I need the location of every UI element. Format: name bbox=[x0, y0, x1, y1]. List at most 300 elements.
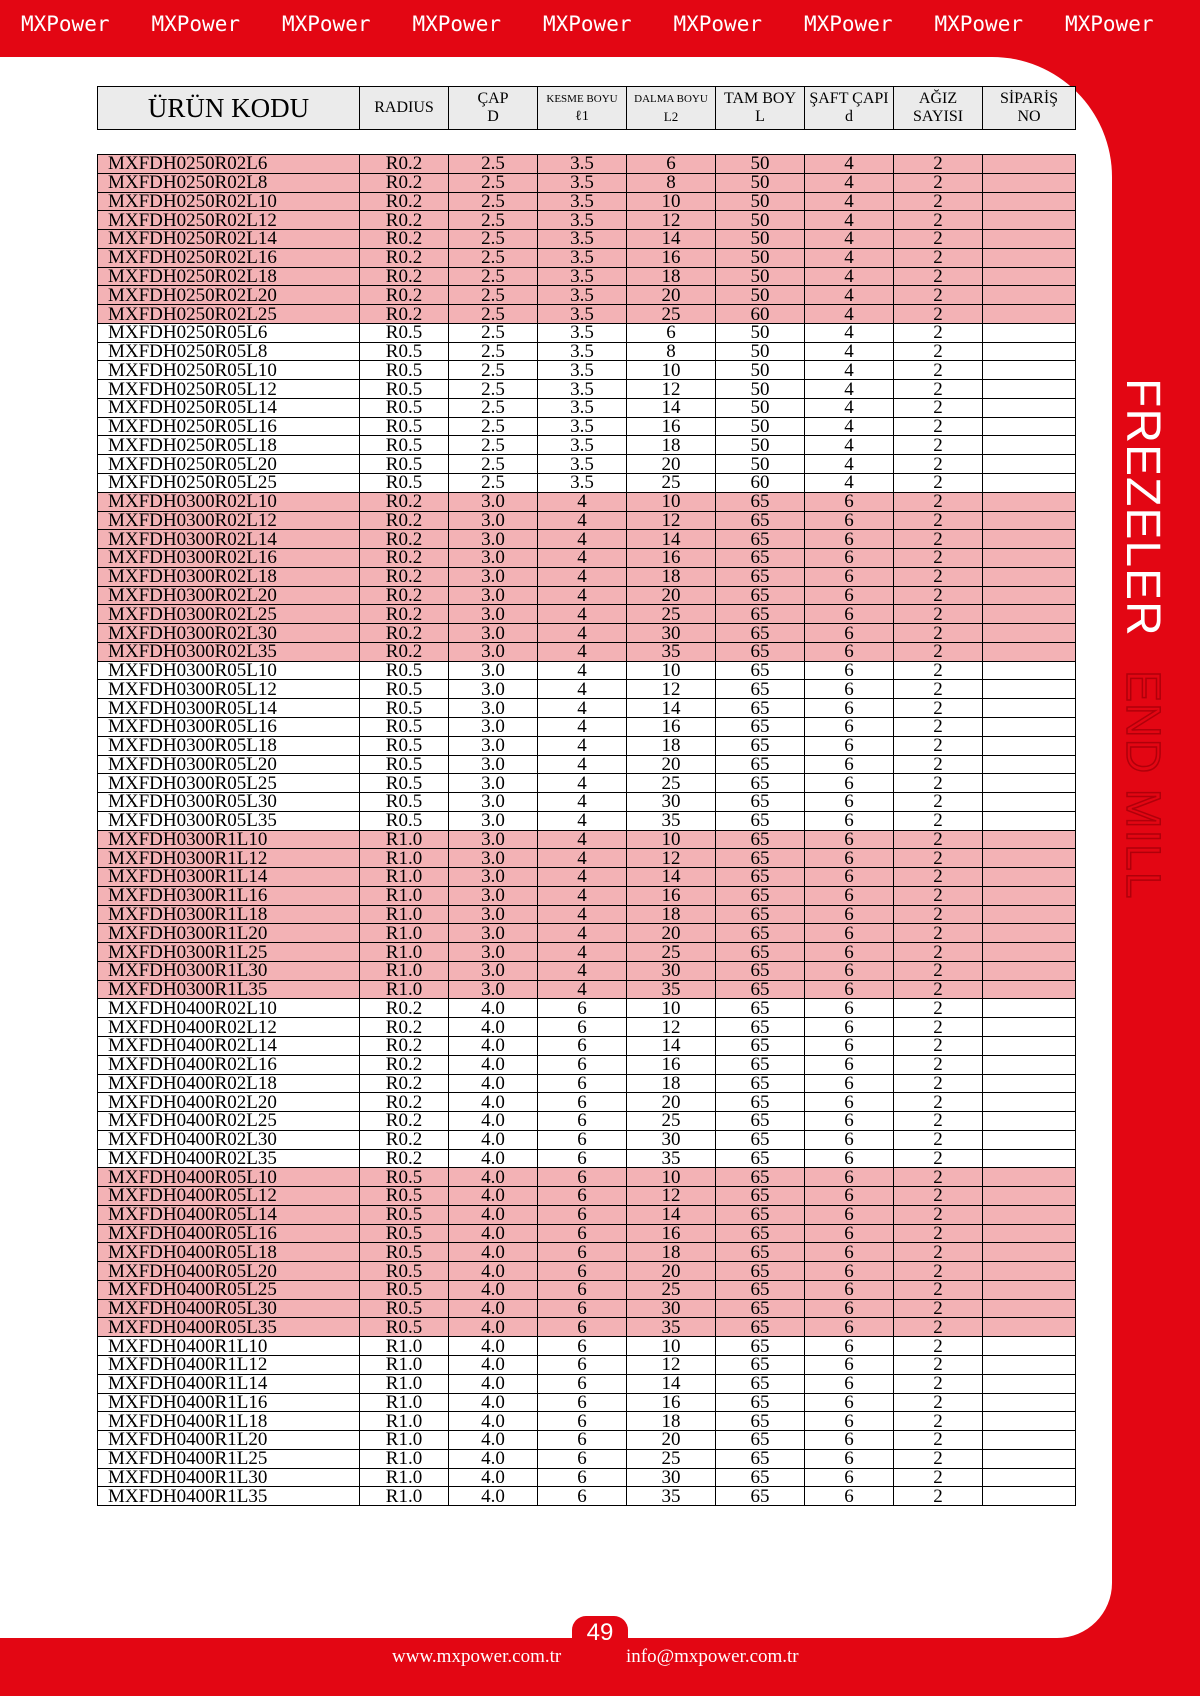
cell-siparis bbox=[983, 455, 1076, 474]
cell-dalma: 16 bbox=[627, 248, 716, 267]
cell-siparis bbox=[983, 1412, 1076, 1431]
cell-dalma: 14 bbox=[627, 1374, 716, 1393]
header-dalma-boyu: DALMA BOYU L2 bbox=[627, 87, 716, 130]
cell-agiz: 2 bbox=[894, 755, 983, 774]
cell-code: MXFDH0250R05L14 bbox=[98, 398, 360, 417]
cell-radius: R0.5 bbox=[360, 436, 449, 455]
cell-cap: 4.0 bbox=[449, 1412, 538, 1431]
cell-agiz: 2 bbox=[894, 661, 983, 680]
cell-siparis bbox=[983, 849, 1076, 868]
cell-dalma: 18 bbox=[627, 905, 716, 924]
cell-agiz: 2 bbox=[894, 774, 983, 793]
cell-radius: R0.5 bbox=[360, 1318, 449, 1337]
cell-kesme: 4 bbox=[538, 980, 627, 999]
cell-radius: R1.0 bbox=[360, 980, 449, 999]
cell-tam: 65 bbox=[716, 1468, 805, 1487]
cell-tam: 65 bbox=[716, 1036, 805, 1055]
cell-code: MXFDH0250R02L16 bbox=[98, 248, 360, 267]
cell-cap: 2.5 bbox=[449, 211, 538, 230]
cell-tam: 50 bbox=[716, 342, 805, 361]
cell-kesme: 6 bbox=[538, 1449, 627, 1468]
cell-saft: 6 bbox=[805, 943, 894, 962]
cell-saft: 6 bbox=[805, 830, 894, 849]
cell-dalma: 10 bbox=[627, 361, 716, 380]
cell-cap: 3.0 bbox=[449, 924, 538, 943]
cell-code: MXFDH0400R1L35 bbox=[98, 1487, 360, 1506]
cell-tam: 65 bbox=[716, 586, 805, 605]
cell-tam: 50 bbox=[716, 248, 805, 267]
table-row bbox=[98, 323, 1076, 342]
table-row bbox=[98, 567, 1076, 586]
cell-radius: R1.0 bbox=[360, 905, 449, 924]
cell-agiz: 2 bbox=[894, 1187, 983, 1206]
cell-kesme: 4 bbox=[538, 736, 627, 755]
cell-saft: 6 bbox=[805, 1243, 894, 1262]
cell-cap: 3.0 bbox=[449, 868, 538, 887]
table-row bbox=[98, 192, 1076, 211]
cell-agiz: 2 bbox=[894, 361, 983, 380]
cell-code: MXFDH0300R1L12 bbox=[98, 849, 360, 868]
cell-kesme: 3.5 bbox=[538, 474, 627, 493]
cell-code: MXFDH0250R02L20 bbox=[98, 286, 360, 305]
cell-radius: R0.2 bbox=[360, 624, 449, 643]
cell-saft: 6 bbox=[805, 774, 894, 793]
cell-code: MXFDH0300R02L20 bbox=[98, 586, 360, 605]
table-row bbox=[98, 1356, 1076, 1375]
cell-dalma: 20 bbox=[627, 286, 716, 305]
cell-radius: R1.0 bbox=[360, 1412, 449, 1431]
cell-code: MXFDH0400R05L20 bbox=[98, 1262, 360, 1281]
cell-agiz: 2 bbox=[894, 323, 983, 342]
cell-tam: 65 bbox=[716, 1299, 805, 1318]
cell-cap: 4.0 bbox=[449, 1468, 538, 1487]
cell-siparis bbox=[983, 511, 1076, 530]
cell-agiz: 2 bbox=[894, 1205, 983, 1224]
cell-siparis bbox=[983, 924, 1076, 943]
cell-dalma: 10 bbox=[627, 1337, 716, 1356]
cell-tam: 65 bbox=[716, 849, 805, 868]
cell-radius: R0.5 bbox=[360, 342, 449, 361]
cell-cap: 3.0 bbox=[449, 530, 538, 549]
cell-saft: 6 bbox=[805, 1318, 894, 1337]
table-row bbox=[98, 943, 1076, 962]
table-row bbox=[98, 868, 1076, 887]
cell-siparis bbox=[983, 1187, 1076, 1206]
table-row bbox=[98, 1036, 1076, 1055]
cell-tam: 65 bbox=[716, 1112, 805, 1131]
cell-kesme: 4 bbox=[538, 642, 627, 661]
header-brand-text: MXPower bbox=[151, 12, 240, 36]
cell-tam: 65 bbox=[716, 1356, 805, 1375]
cell-siparis bbox=[983, 1468, 1076, 1487]
cell-radius: R0.5 bbox=[360, 1224, 449, 1243]
cell-code: MXFDH0250R05L20 bbox=[98, 455, 360, 474]
cell-tam: 65 bbox=[716, 549, 805, 568]
cell-saft: 4 bbox=[805, 211, 894, 230]
cell-cap: 3.0 bbox=[449, 642, 538, 661]
cell-siparis bbox=[983, 1093, 1076, 1112]
cell-dalma: 12 bbox=[627, 1018, 716, 1037]
table-row bbox=[98, 699, 1076, 718]
cell-dalma: 12 bbox=[627, 511, 716, 530]
cell-radius: R0.2 bbox=[360, 999, 449, 1018]
product-table-header bbox=[97, 86, 1076, 130]
cell-saft: 6 bbox=[805, 736, 894, 755]
cell-siparis bbox=[983, 492, 1076, 511]
cell-dalma: 14 bbox=[627, 868, 716, 887]
cell-kesme: 4 bbox=[538, 624, 627, 643]
cell-saft: 6 bbox=[805, 793, 894, 812]
cell-siparis bbox=[983, 361, 1076, 380]
cell-kesme: 4 bbox=[538, 886, 627, 905]
cell-dalma: 8 bbox=[627, 342, 716, 361]
cell-agiz: 2 bbox=[894, 642, 983, 661]
cell-tam: 65 bbox=[716, 1074, 805, 1093]
cell-radius: R1.0 bbox=[360, 886, 449, 905]
cell-siparis bbox=[983, 305, 1076, 324]
cell-dalma: 14 bbox=[627, 1205, 716, 1224]
cell-code: MXFDH0300R05L18 bbox=[98, 736, 360, 755]
cell-agiz: 2 bbox=[894, 211, 983, 230]
cell-radius: R1.0 bbox=[360, 868, 449, 887]
cell-tam: 50 bbox=[716, 230, 805, 249]
cell-tam: 50 bbox=[716, 455, 805, 474]
table-row bbox=[98, 155, 1076, 174]
cell-cap: 4.0 bbox=[449, 1224, 538, 1243]
cell-saft: 6 bbox=[805, 1280, 894, 1299]
table-row bbox=[98, 492, 1076, 511]
cell-agiz: 2 bbox=[894, 980, 983, 999]
cell-tam: 65 bbox=[716, 961, 805, 980]
cell-dalma: 6 bbox=[627, 323, 716, 342]
cell-siparis bbox=[983, 1487, 1076, 1506]
cell-cap: 4.0 bbox=[449, 1449, 538, 1468]
table-row bbox=[98, 1187, 1076, 1206]
cell-code: MXFDH0400R02L16 bbox=[98, 1055, 360, 1074]
table-row bbox=[98, 624, 1076, 643]
cell-kesme: 6 bbox=[538, 1243, 627, 1262]
cell-tam: 65 bbox=[716, 1224, 805, 1243]
product-table bbox=[97, 154, 1076, 1506]
cell-tam: 65 bbox=[716, 755, 805, 774]
cell-agiz: 2 bbox=[894, 286, 983, 305]
cell-dalma: 20 bbox=[627, 455, 716, 474]
cell-kesme: 4 bbox=[538, 811, 627, 830]
cell-code: MXFDH0400R02L25 bbox=[98, 1112, 360, 1131]
footer-website[interactable]: www.mxpower.com.tr bbox=[392, 1646, 562, 1667]
table-row bbox=[98, 1130, 1076, 1149]
cell-tam: 65 bbox=[716, 830, 805, 849]
table-row bbox=[98, 1168, 1076, 1187]
cell-kesme: 6 bbox=[538, 1112, 627, 1131]
cell-agiz: 2 bbox=[894, 530, 983, 549]
cell-radius: R1.0 bbox=[360, 1356, 449, 1375]
cell-siparis bbox=[983, 267, 1076, 286]
cell-agiz: 2 bbox=[894, 492, 983, 511]
cell-radius: R1.0 bbox=[360, 1393, 449, 1412]
table-row bbox=[98, 999, 1076, 1018]
cell-agiz: 2 bbox=[894, 999, 983, 1018]
cell-radius: R1.0 bbox=[360, 849, 449, 868]
cell-tam: 65 bbox=[716, 1431, 805, 1450]
cell-saft: 6 bbox=[805, 924, 894, 943]
cell-radius: R0.5 bbox=[360, 1187, 449, 1206]
cell-dalma: 14 bbox=[627, 530, 716, 549]
cell-siparis bbox=[983, 736, 1076, 755]
cell-cap: 4.0 bbox=[449, 1318, 538, 1337]
cell-saft: 6 bbox=[805, 549, 894, 568]
cell-tam: 65 bbox=[716, 1449, 805, 1468]
cell-cap: 3.0 bbox=[449, 717, 538, 736]
table-row bbox=[98, 549, 1076, 568]
table-row bbox=[98, 1449, 1076, 1468]
cell-dalma: 20 bbox=[627, 586, 716, 605]
cell-cap: 4.0 bbox=[449, 1243, 538, 1262]
cell-code: MXFDH0250R05L25 bbox=[98, 474, 360, 493]
cell-code: MXFDH0300R05L16 bbox=[98, 717, 360, 736]
cell-agiz: 2 bbox=[894, 1449, 983, 1468]
cell-kesme: 6 bbox=[538, 1205, 627, 1224]
cell-dalma: 14 bbox=[627, 230, 716, 249]
cell-code: MXFDH0300R02L14 bbox=[98, 530, 360, 549]
cell-dalma: 6 bbox=[627, 155, 716, 174]
cell-code: MXFDH0300R1L35 bbox=[98, 980, 360, 999]
cell-agiz: 2 bbox=[894, 155, 983, 174]
cell-tam: 50 bbox=[716, 155, 805, 174]
cell-cap: 4.0 bbox=[449, 1036, 538, 1055]
cell-siparis bbox=[983, 1168, 1076, 1187]
cell-agiz: 2 bbox=[894, 699, 983, 718]
cell-kesme: 4 bbox=[538, 868, 627, 887]
cell-code: MXFDH0300R05L14 bbox=[98, 699, 360, 718]
footer-email[interactable]: info@mxpower.com.tr bbox=[626, 1646, 799, 1667]
cell-radius: R0.2 bbox=[360, 549, 449, 568]
cell-agiz: 2 bbox=[894, 1337, 983, 1356]
cell-saft: 6 bbox=[805, 1149, 894, 1168]
cell-kesme: 4 bbox=[538, 793, 627, 812]
cell-radius: R0.2 bbox=[360, 1093, 449, 1112]
cell-saft: 6 bbox=[805, 586, 894, 605]
cell-code: MXFDH0400R1L25 bbox=[98, 1449, 360, 1468]
cell-code: MXFDH0250R05L8 bbox=[98, 342, 360, 361]
cell-radius: R0.2 bbox=[360, 511, 449, 530]
cell-agiz: 2 bbox=[894, 398, 983, 417]
cell-saft: 6 bbox=[805, 755, 894, 774]
table-row bbox=[98, 680, 1076, 699]
cell-saft: 4 bbox=[805, 455, 894, 474]
cell-radius: R0.5 bbox=[360, 755, 449, 774]
cell-radius: R0.2 bbox=[360, 1018, 449, 1037]
cell-cap: 4.0 bbox=[449, 1205, 538, 1224]
cell-saft: 4 bbox=[805, 323, 894, 342]
cell-kesme: 3.5 bbox=[538, 455, 627, 474]
cell-agiz: 2 bbox=[894, 1262, 983, 1281]
cell-tam: 65 bbox=[716, 774, 805, 793]
cell-radius: R1.0 bbox=[360, 961, 449, 980]
cell-code: MXFDH0300R02L16 bbox=[98, 549, 360, 568]
cell-agiz: 2 bbox=[894, 342, 983, 361]
cell-agiz: 2 bbox=[894, 173, 983, 192]
cell-code: MXFDH0300R1L30 bbox=[98, 961, 360, 980]
cell-saft: 4 bbox=[805, 155, 894, 174]
cell-code: MXFDH0400R02L35 bbox=[98, 1149, 360, 1168]
cell-agiz: 2 bbox=[894, 192, 983, 211]
cell-dalma: 20 bbox=[627, 755, 716, 774]
cell-kesme: 6 bbox=[538, 1055, 627, 1074]
cell-tam: 50 bbox=[716, 192, 805, 211]
cell-agiz: 2 bbox=[894, 1243, 983, 1262]
cell-tam: 65 bbox=[716, 680, 805, 699]
cell-tam: 65 bbox=[716, 605, 805, 624]
cell-tam: 65 bbox=[716, 1055, 805, 1074]
cell-siparis bbox=[983, 1112, 1076, 1131]
cell-code: MXFDH0250R05L10 bbox=[98, 361, 360, 380]
cell-siparis bbox=[983, 811, 1076, 830]
cell-agiz: 2 bbox=[894, 736, 983, 755]
cell-dalma: 35 bbox=[627, 642, 716, 661]
cell-agiz: 2 bbox=[894, 305, 983, 324]
cell-radius: R0.5 bbox=[360, 736, 449, 755]
cell-dalma: 10 bbox=[627, 999, 716, 1018]
cell-kesme: 6 bbox=[538, 1374, 627, 1393]
cell-siparis bbox=[983, 211, 1076, 230]
cell-dalma: 14 bbox=[627, 398, 716, 417]
side-title bbox=[1108, 378, 1198, 898]
footer bbox=[0, 1644, 1200, 1684]
cell-kesme: 4 bbox=[538, 605, 627, 624]
cell-cap: 3.0 bbox=[449, 905, 538, 924]
cell-siparis bbox=[983, 999, 1076, 1018]
header-brand-text: MXPower bbox=[412, 12, 501, 36]
cell-cap: 2.5 bbox=[449, 417, 538, 436]
cell-cap: 3.0 bbox=[449, 886, 538, 905]
cell-agiz: 2 bbox=[894, 943, 983, 962]
cell-saft: 6 bbox=[805, 1074, 894, 1093]
cell-tam: 65 bbox=[716, 1243, 805, 1262]
cell-code: MXFDH0250R02L6 bbox=[98, 155, 360, 174]
cell-code: MXFDH0400R1L18 bbox=[98, 1412, 360, 1431]
cell-cap: 2.5 bbox=[449, 192, 538, 211]
cell-kesme: 6 bbox=[538, 1130, 627, 1149]
cell-kesme: 3.5 bbox=[538, 398, 627, 417]
cell-code: MXFDH0300R05L35 bbox=[98, 811, 360, 830]
cell-saft: 4 bbox=[805, 248, 894, 267]
cell-cap: 4.0 bbox=[449, 1280, 538, 1299]
cell-saft: 6 bbox=[805, 699, 894, 718]
cell-code: MXFDH0400R05L10 bbox=[98, 1168, 360, 1187]
cell-code: MXFDH0300R02L35 bbox=[98, 642, 360, 661]
cell-dalma: 18 bbox=[627, 567, 716, 586]
table-row bbox=[98, 642, 1076, 661]
cell-kesme: 4 bbox=[538, 511, 627, 530]
cell-cap: 2.5 bbox=[449, 436, 538, 455]
cell-radius: R0.2 bbox=[360, 230, 449, 249]
cell-code: MXFDH0300R02L30 bbox=[98, 624, 360, 643]
cell-kesme: 6 bbox=[538, 1187, 627, 1206]
cell-agiz: 2 bbox=[894, 1149, 983, 1168]
cell-kesme: 4 bbox=[538, 961, 627, 980]
cell-saft: 4 bbox=[805, 173, 894, 192]
cell-radius: R0.5 bbox=[360, 1168, 449, 1187]
cell-radius: R1.0 bbox=[360, 830, 449, 849]
cell-code: MXFDH0400R02L18 bbox=[98, 1074, 360, 1093]
cell-agiz: 2 bbox=[894, 549, 983, 568]
cell-dalma: 20 bbox=[627, 1262, 716, 1281]
cell-siparis bbox=[983, 1243, 1076, 1262]
table-row bbox=[98, 980, 1076, 999]
cell-saft: 6 bbox=[805, 1112, 894, 1131]
table-row bbox=[98, 230, 1076, 249]
cell-dalma: 25 bbox=[627, 1280, 716, 1299]
page-number: 49 bbox=[572, 1616, 628, 1648]
cell-dalma: 25 bbox=[627, 1449, 716, 1468]
table-row bbox=[98, 455, 1076, 474]
cell-kesme: 3.5 bbox=[538, 380, 627, 399]
table-row bbox=[98, 1262, 1076, 1281]
cell-saft: 4 bbox=[805, 230, 894, 249]
cell-dalma: 10 bbox=[627, 492, 716, 511]
side-title-primary: FREZELER bbox=[1116, 378, 1169, 637]
cell-tam: 65 bbox=[716, 1149, 805, 1168]
cell-saft: 6 bbox=[805, 980, 894, 999]
cell-dalma: 18 bbox=[627, 1074, 716, 1093]
table-row bbox=[98, 924, 1076, 943]
cell-tam: 50 bbox=[716, 436, 805, 455]
cell-dalma: 30 bbox=[627, 793, 716, 812]
cell-tam: 65 bbox=[716, 943, 805, 962]
cell-kesme: 3.5 bbox=[538, 155, 627, 174]
cell-siparis bbox=[983, 1036, 1076, 1055]
cell-cap: 4.0 bbox=[449, 1262, 538, 1281]
header-brand-text: MXPower bbox=[281, 12, 371, 36]
cell-siparis bbox=[983, 380, 1076, 399]
cell-saft: 4 bbox=[805, 361, 894, 380]
cell-siparis bbox=[983, 1393, 1076, 1412]
cell-saft: 6 bbox=[805, 1337, 894, 1356]
cell-radius: R0.2 bbox=[360, 267, 449, 286]
cell-saft: 4 bbox=[805, 267, 894, 286]
table-row bbox=[98, 586, 1076, 605]
cell-siparis bbox=[983, 586, 1076, 605]
table-row bbox=[98, 530, 1076, 549]
cell-radius: R0.5 bbox=[360, 474, 449, 493]
cell-siparis bbox=[983, 1130, 1076, 1149]
cell-kesme: 6 bbox=[538, 1393, 627, 1412]
cell-saft: 6 bbox=[805, 1036, 894, 1055]
cell-saft: 6 bbox=[805, 1262, 894, 1281]
cell-radius: R0.2 bbox=[360, 642, 449, 661]
cell-code: MXFDH0400R05L25 bbox=[98, 1280, 360, 1299]
cell-dalma: 10 bbox=[627, 661, 716, 680]
cell-siparis bbox=[983, 717, 1076, 736]
cell-tam: 50 bbox=[716, 380, 805, 399]
cell-radius: R0.5 bbox=[360, 774, 449, 793]
cell-code: MXFDH0250R02L8 bbox=[98, 173, 360, 192]
cell-dalma: 12 bbox=[627, 680, 716, 699]
cell-saft: 4 bbox=[805, 398, 894, 417]
cell-dalma: 35 bbox=[627, 1149, 716, 1168]
header-brand-text: MXPower bbox=[1064, 12, 1154, 36]
cell-cap: 2.5 bbox=[449, 305, 538, 324]
cell-dalma: 35 bbox=[627, 1487, 716, 1506]
table-row bbox=[98, 961, 1076, 980]
cell-cap: 3.0 bbox=[449, 980, 538, 999]
cell-kesme: 6 bbox=[538, 1431, 627, 1450]
cell-siparis bbox=[983, 286, 1076, 305]
cell-dalma: 8 bbox=[627, 173, 716, 192]
cell-saft: 6 bbox=[805, 624, 894, 643]
cell-code: MXFDH0250R05L12 bbox=[98, 380, 360, 399]
